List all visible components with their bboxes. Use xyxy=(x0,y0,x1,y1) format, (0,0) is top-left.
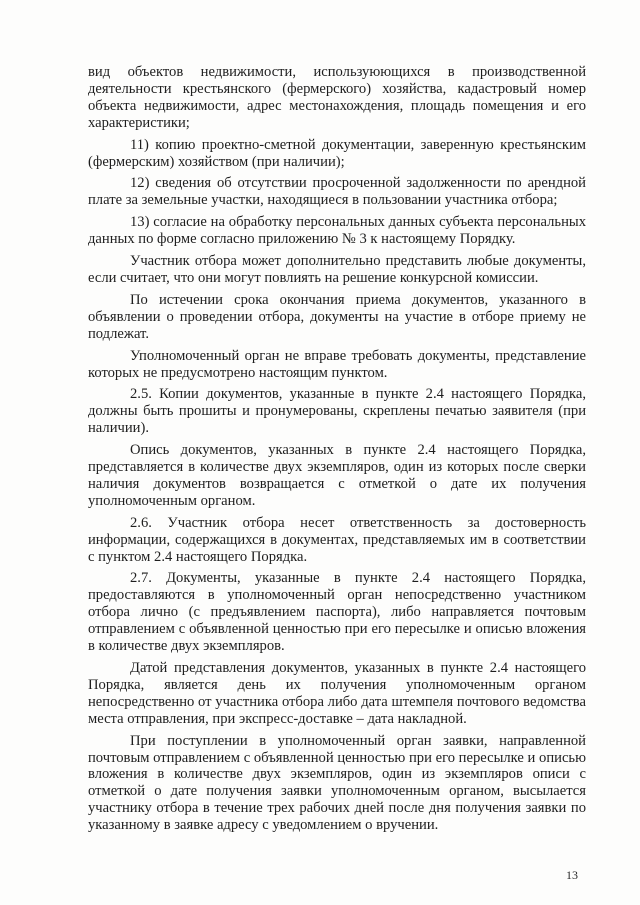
paragraph: 11) копию проектно-сметной документации, заверенную крестьянским (фермерским) хозяйством (при наличии); xyxy=(88,136,586,170)
paragraph: Уполномоченный орган не вправе требовать документы, представление которых не предусмотрено настоящим пунктом. xyxy=(88,347,586,381)
paragraph: По истечении срока окончания приема документов, указанного в объявлении о проведении отбора, документы на участие в отборе приему не подлежат. xyxy=(88,291,586,342)
paragraph: При поступлении в уполномоченный орган заявки, направленной почтовым отправлением с объявленной ценностью при его пересылке и описью вложения в количестве двух экземпляров, один из экземпляров описи с отметкой о дате получения заявки уполномоченным органом, высылается участнику отбора в течение трех рабочих дней после дня получения заявки по указанному в заявке адресу с уведомлением о вручении. xyxy=(88,732,586,834)
paragraph: вид объектов недвижимости, используюющихся в производственной деятельности крестьянского (фермерского) хозяйства, кадастровый номер объекта недвижимости, адрес местонахождения, площадь помещения и его характеристики; xyxy=(88,64,586,131)
paragraph: 13) согласие на обработку персональных данных субъекта персональных данных по форме согласно приложению № 3 к настоящему Порядку. xyxy=(88,214,586,248)
paragraph: Участник отбора может дополнительно представить любые документы, если считает, что они могут повлиять на решение конкурсной комиссии. xyxy=(88,253,586,286)
document-body xyxy=(88,64,586,839)
paragraph: Датой представления документов, указанных в пункте 2.4 настоящего Порядка, является день их получения уполномоченным органом непосредственно от участника отбора либо дата штемпеля почтового ведомства места отправления, при экспресс-доставке – дата накладной. xyxy=(88,660,586,727)
paragraph: 2.7. Документы, указанные в пункте 2.4 настоящего Порядка, предоставляются в уполномоченный орган непосредственно участником отбора лично (с предъявлением паспорта), либо направляется почтовым отправлением с объявленной ценностью при его пересылке и описью вложения в количестве двух экземпляров. xyxy=(88,570,586,655)
page-number: 13 xyxy=(566,868,578,882)
paragraph: 12) сведения об отсутствии просроченной задолженности по арендной плате за земельные участки, находящиеся в пользовании участника отбора; xyxy=(88,175,586,209)
paragraph: 2.5. Копии документов, указанные в пункте 2.4 настоящего Порядка, должны быть прошиты и пронумерованы, скреплены печатью заявителя (при наличии). xyxy=(88,386,586,437)
paragraph: Опись документов, указанных в пункте 2.4 настоящего Порядка, представляется в количестве двух экземпляров, один из которых после сверки наличия документов возвращается с отметкой о дате их получения уполномоченным органом. xyxy=(88,442,586,509)
paragraph: 2.6. Участник отбора несет ответственность за достоверность информации, содержащихся в документах, представляемых им в соответствии с пунктом 2.4 настоящего Порядка. xyxy=(88,514,586,565)
